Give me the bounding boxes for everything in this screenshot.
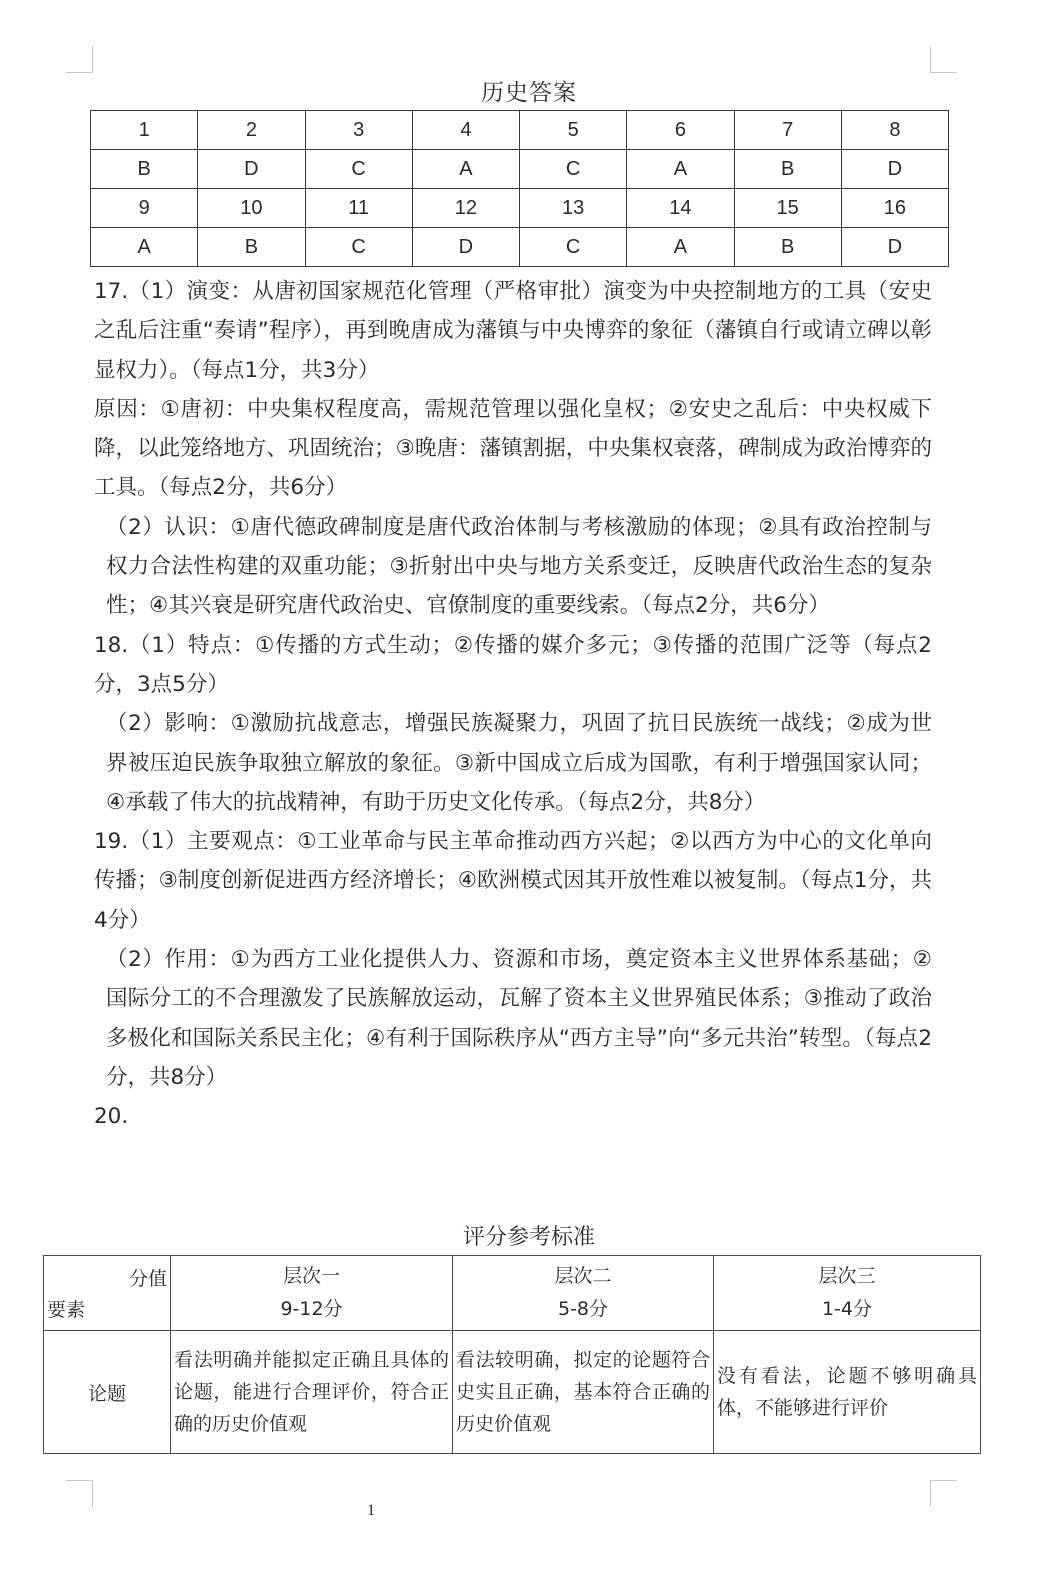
rubric-level-header	[171, 1256, 453, 1331]
question-number: 3	[305, 111, 412, 150]
question-number: 9	[91, 189, 198, 228]
rubric-criterion: 看法较明确，拟定的论题符合史实且正确，基本符合正确的历史价值观	[453, 1331, 714, 1454]
level-score: 1-4分	[821, 1298, 873, 1320]
answer-cell: D	[841, 150, 948, 189]
table-row	[44, 1256, 981, 1331]
question-number: 7	[734, 111, 841, 150]
answer-cell: A	[627, 150, 734, 189]
answer-cell: B	[198, 228, 305, 267]
answer-paragraph: （2）认识：①唐代德政碑制度是唐代政治体制与考核激励的体现；②具有政治控制与权力合法性构建的双重功能；③折射出中央与地方关系变迁，反映唐代政治生态的复杂性；④其兴衰是研究唐代政治史、官僚制度的重要线索。（每点2分，共6分）	[106, 514, 932, 619]
level-name: 层次一	[282, 1265, 340, 1287]
question-number: 14	[627, 189, 734, 228]
answer-paragraph: （2）作用：①为西方工业化提供人力、资源和市场，奠定资本主义世界体系基础；②国际分工的不合理激发了民族解放运动，瓦解了资本主义世界殖民体系；③推动了政治多极化和国际关系民主化；④有利于国际秩序从“西方主导”向“多元共治”转型。（每点2分，共8分）	[106, 947, 932, 1090]
question-number: 16	[841, 189, 948, 228]
question-number: 10	[198, 189, 305, 228]
answer-key-table	[90, 110, 949, 267]
answer-cell: C	[520, 228, 627, 267]
rubric-element-label: 要素	[47, 1299, 86, 1321]
rubric-score-label: 分值	[128, 1268, 167, 1290]
question-number: 11	[305, 189, 412, 228]
page-corner-mark	[66, 46, 93, 73]
answer-cell: A	[91, 228, 198, 267]
answer-paragraph: （2）影响：①激励抗战意志，增强民族凝聚力，巩固了抗日民族统一战线；②成为世界被压迫民族争取独立解放的象征。③新中国成立后成为国歌，有利于增强国家认同；④承载了伟大的抗战精神，有助于历史文化传承。（每点2分，共8分）	[106, 711, 932, 815]
level-name: 层次二	[554, 1265, 612, 1287]
answer-paragraph: 20.	[94, 1104, 129, 1130]
page-corner-mark	[930, 46, 957, 73]
question-number: 15	[734, 189, 841, 228]
level-score: 5-8分	[557, 1298, 609, 1320]
rubric-criterion: 看法明确并能拟定正确且具体的论题，能进行合理评价，符合正确的历史价值观	[171, 1331, 453, 1454]
answer-body	[94, 272, 932, 1137]
answer-cell: C	[520, 150, 627, 189]
question-number: 12	[412, 189, 519, 228]
table-row	[91, 228, 949, 267]
answer-cell: A	[627, 228, 734, 267]
rubric-level-header	[714, 1256, 981, 1331]
answer-cell: B	[91, 150, 198, 189]
answer-paragraph: 原因：①唐初：中央集权程度高，需规范管理以强化皇权；②安史之乱后：中央权威下降，以此笼络地方、巩固统治；③晚唐：藩镇割据，中央集权衰落，碑制成为政治博弈的工具。（每点2分，共6分）	[94, 396, 932, 501]
answer-cell: A	[412, 150, 519, 189]
level-name: 层次三	[818, 1265, 876, 1287]
table-row	[91, 150, 949, 189]
rubric-criterion: 没有看法，论题不够明确具体，不能够进行评价	[714, 1331, 981, 1454]
question-number: 6	[627, 111, 734, 150]
question-number: 4	[412, 111, 519, 150]
table-row	[91, 189, 949, 228]
rubric-corner-cell	[44, 1256, 171, 1331]
level-score: 9-12分	[280, 1298, 343, 1320]
table-row	[91, 111, 949, 150]
table-row	[44, 1331, 981, 1454]
answer-cell: D	[198, 150, 305, 189]
answer-paragraph: 17.（1）演变：从唐初国家规范化管理（严格审批）演变为中央控制地方的工具（安史之乱后注重“奏请”程序），再到晚唐成为藩镇与中央博弈的象征（藩镇自行或请立碑以彰显权力）。（每点1分，共3分）	[94, 279, 932, 383]
page-number: 1	[367, 1502, 375, 1519]
answer-cell: C	[305, 228, 412, 267]
question-number: 2	[198, 111, 305, 150]
question-number: 8	[841, 111, 948, 150]
answer-paragraph: 19.（1）主要观点：①工业革命与民主革命推动西方兴起；②以西方为中心的文化单向传播；③制度创新促进西方经济增长；④欧洲模式因其开放性难以被复制。（每点1分，共4分）	[94, 829, 932, 933]
rubric-table	[43, 1255, 981, 1454]
question-number: 1	[91, 111, 198, 150]
answer-cell: D	[841, 228, 948, 267]
answer-cell: B	[734, 228, 841, 267]
question-number: 5	[520, 111, 627, 150]
answer-cell: B	[734, 150, 841, 189]
answer-cell: D	[412, 228, 519, 267]
question-number: 13	[520, 189, 627, 228]
page-corner-mark	[930, 1480, 957, 1507]
rubric-title: 评分参考标准	[462, 1225, 595, 1250]
answer-paragraph: 18.（1）特点：①传播的方式生动；②传播的媒介多元；③传播的范围广泛等（每点2分，3点5分）	[94, 632, 932, 697]
rubric-level-header	[453, 1256, 714, 1331]
answer-cell: C	[305, 150, 412, 189]
rubric-row-label: 论题	[44, 1331, 171, 1454]
document-title: 历史答案	[481, 80, 577, 106]
